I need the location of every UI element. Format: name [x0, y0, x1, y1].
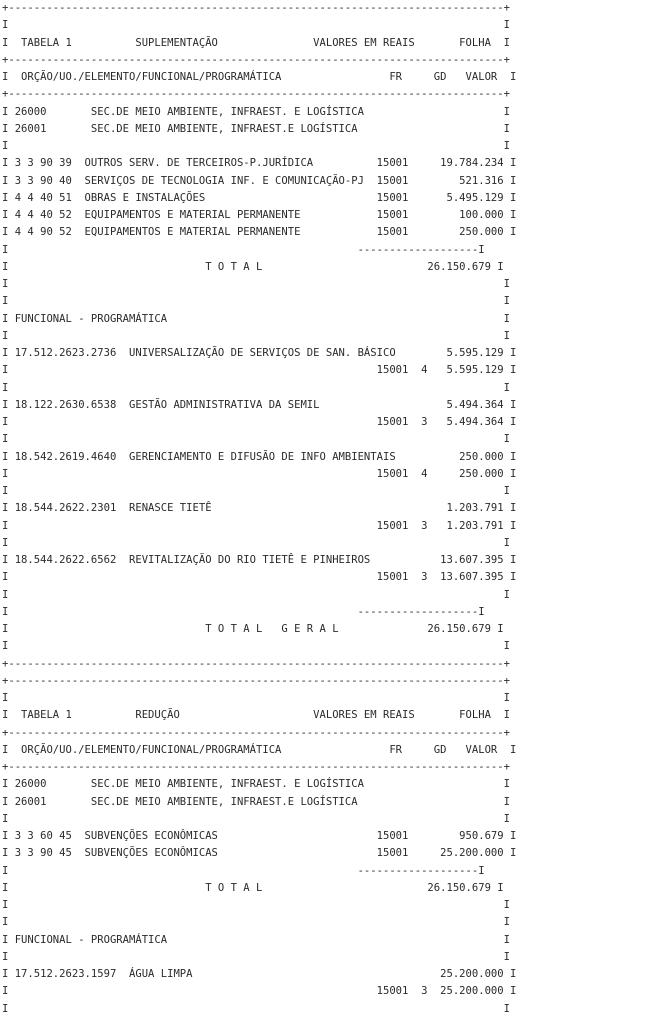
report-line: I -------------------I	[2, 864, 485, 877]
report-line: +------------------------------------------------------------------------------+	[2, 657, 510, 670]
report-line: I 4 4 40 51 OBRAS E INSTALAÇÕES 15001 5.495.129 I	[2, 191, 517, 204]
report-line: I 18.542.2619.4640 GERENCIAMENTO E DIFUSÃO DE INFO AMBIENTAIS 250.000 I	[2, 450, 517, 463]
report-line: I 17.512.2623.1597 ÁGUA LIMPA 25.200.000 I	[2, 968, 517, 980]
report-line: I 18.544.2622.2301 RENASCE TIETÊ 1.203.791 I	[2, 502, 517, 515]
report-line: +------------------------------------------------------------------------------+	[2, 674, 510, 687]
report-line: I 15001 3 5.494.364 I	[2, 416, 517, 428]
report-line: I 26001 SEC.DE MEIO AMBIENTE, INFRAEST.E LOGÍSTICA I	[2, 122, 510, 135]
report-line: I T O T A L G E R A L 26.150.679 I	[2, 623, 504, 635]
report-line: I 18.122.2630.6538 GESTÃO ADMINISTRATIVA DA SEMIL 5.494.364 I	[2, 398, 517, 411]
report-line: I 3 3 90 40 SERVIÇOS DE TECNOLOGIA INF. E COMUNICAÇÃO-PJ 15001 521.316 I	[2, 174, 517, 187]
report-line: I 4 4 40 52 EQUIPAMENTOS E MATERIAL PERMANENTE 15001 100.000 I	[2, 209, 517, 221]
report-line: I I	[2, 588, 510, 601]
report-line: I I	[2, 899, 510, 911]
report-line: I I	[2, 950, 510, 963]
report-line: +------------------------------------------------------------------------------+	[2, 53, 510, 66]
report-line: I 15001 4 250.000 I	[2, 467, 517, 480]
report-line: I FUNCIONAL - PROGRAMÁTICA I	[2, 933, 510, 946]
report-line: I -------------------I	[2, 605, 485, 618]
report-line: I 26000 SEC.DE MEIO AMBIENTE, INFRAEST. E LOGÍSTICA I	[2, 105, 510, 118]
report-line: +------------------------------------------------------------------------------+	[2, 761, 510, 773]
report-line: I 18.544.2622.6562 REVITALIZAÇÃO DO RIO TIETÊ E PINHEIROS 13.607.395 I	[2, 554, 517, 566]
report-line: +------------------------------------------------------------------------------+	[2, 726, 510, 739]
report-line: I I	[2, 916, 510, 929]
report-line: I 3 3 60 45 SUBVENÇÕES ECONÔMICAS 15001 950.679 I	[2, 830, 517, 842]
report-line: I ORÇÃO/UO./ELEMENTO/FUNCIONAL/PROGRAMÁTICA FR GD VALOR I	[2, 71, 517, 83]
report-line: I 4 4 90 52 EQUIPAMENTOS E MATERIAL PERMANENTE 15001 250.000 I	[2, 226, 517, 239]
report-line: I -------------------I	[2, 243, 485, 256]
report-line: I I	[2, 329, 510, 342]
report-line: I T O T A L 26.150.679 I	[2, 881, 504, 894]
report-line: I 17.512.2623.2736 UNIVERSALIZAÇÃO DE SERVIÇOS DE SAN. BÁSICO 5.595.129 I	[2, 347, 517, 359]
report-line: I TABELA 1 SUPLEMENTAÇÃO VALORES EM REAIS FOLHA I	[2, 36, 510, 49]
report-line: I I	[2, 381, 510, 394]
report-line: I I	[2, 19, 510, 32]
report-line: +------------------------------------------------------------------------------+	[2, 2, 510, 14]
report-line: I ORÇÃO/UO./ELEMENTO/FUNCIONAL/PROGRAMÁTICA FR GD VALOR I	[2, 743, 517, 756]
report-line: I 26000 SEC.DE MEIO AMBIENTE, INFRAEST. E LOGÍSTICA I	[2, 778, 510, 791]
report-line: +------------------------------------------------------------------------------+	[2, 88, 510, 101]
report-line: I 15001 3 13.607.395 I	[2, 571, 517, 584]
report-line: I I	[2, 536, 510, 549]
report-line: I I	[2, 692, 510, 704]
report-line: I 3 3 90 39 OUTROS SERV. DE TERCEIROS-P.JURÍDICA 15001 19.784.234 I	[2, 157, 517, 170]
report-line: I I	[2, 1002, 510, 1015]
report-line: I I	[2, 485, 510, 497]
report-line: I I	[2, 812, 510, 825]
report-line: I FUNCIONAL - PROGRAMÁTICA I	[2, 312, 510, 325]
report-line: I I	[2, 278, 510, 290]
report-line: I T O T A L 26.150.679 I	[2, 260, 504, 273]
report-line: I TABELA 1 REDUÇÃO VALORES EM REAIS FOLHA I	[2, 709, 510, 722]
report-line: I I	[2, 140, 510, 152]
report-line: I 26001 SEC.DE MEIO AMBIENTE, INFRAEST.E LOGÍSTICA I	[2, 795, 510, 808]
report-line: I I	[2, 295, 510, 308]
report-line: I I	[2, 640, 510, 653]
report-line: I 15001 4 5.595.129 I	[2, 364, 517, 377]
report-line: I 3 3 90 45 SUBVENÇÕES ECONÔMICAS 15001 25.200.000 I	[2, 847, 517, 860]
report-line: I 15001 3 1.203.791 I	[2, 519, 517, 532]
report-line: I 15001 3 25.200.000 I	[2, 985, 517, 998]
report-line: I I	[2, 433, 510, 446]
